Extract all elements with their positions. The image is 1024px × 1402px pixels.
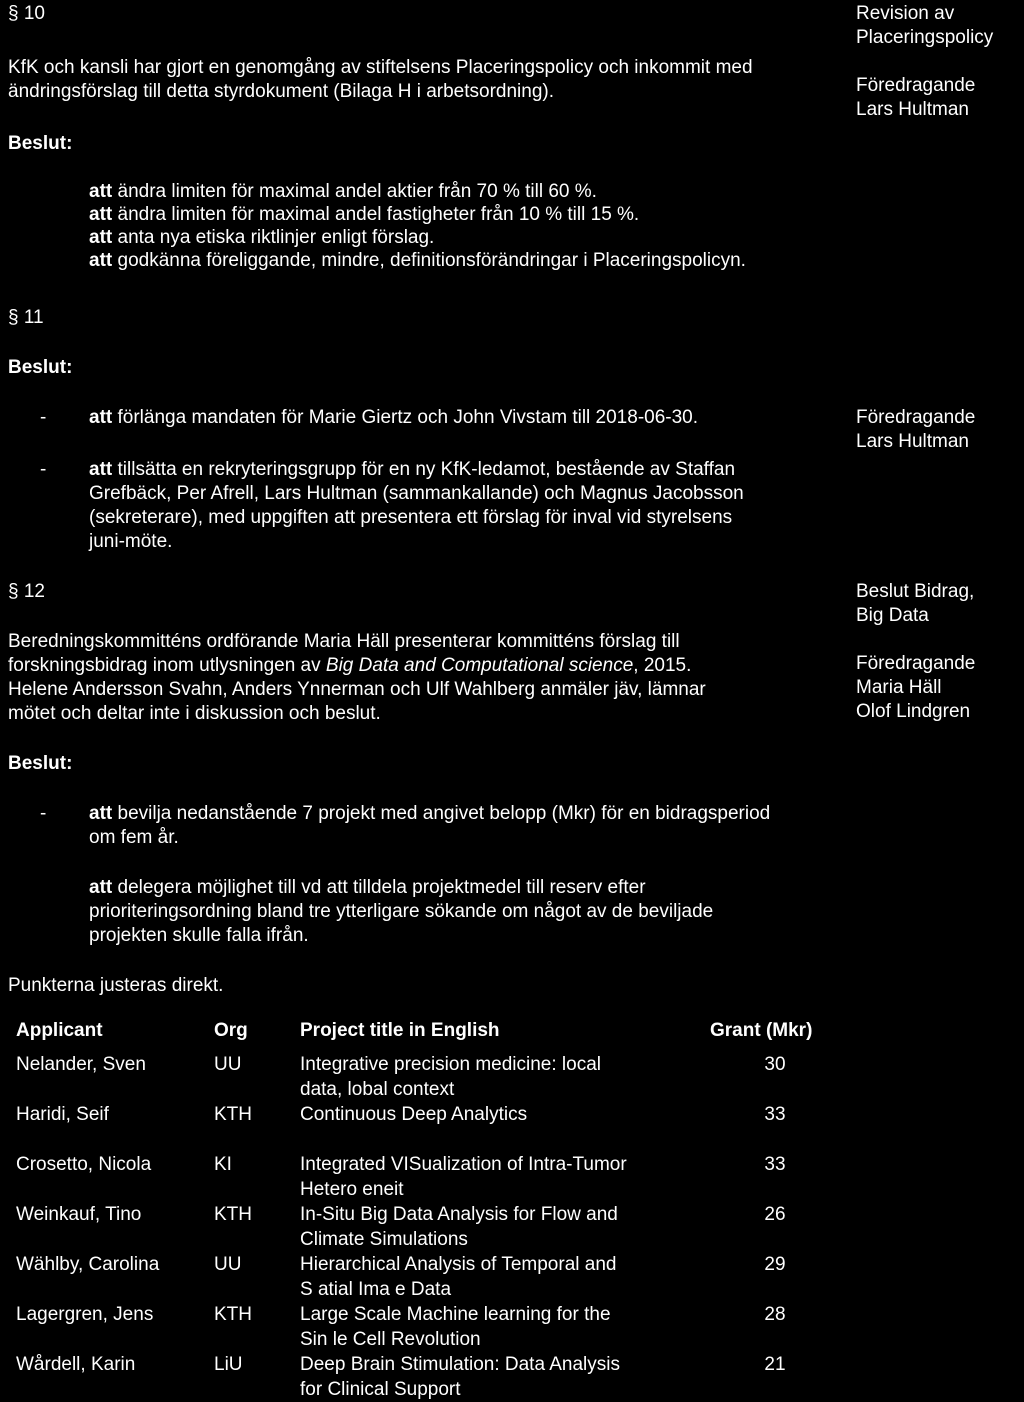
applicant-cell: Haridi, Seif [16, 1104, 109, 1125]
att-keyword: att [89, 877, 113, 898]
section-12-item-2-text: delegera möjlighet till vd att tilldela projektmedel till reserv efter prioriteringsordning bland tre ytterligare sökande om något av de beviljade projekten skulle falla ifrån. [89, 877, 714, 946]
table-row [16, 1202, 840, 1252]
applicant-cell: Crosetto, Nicola [16, 1154, 152, 1175]
section-10-heading: § 10 [8, 3, 45, 24]
att-keyword: att [89, 181, 113, 202]
section-12-intro [8, 630, 706, 726]
section-12-item-1 [89, 802, 770, 850]
att-keyword: att [89, 227, 113, 248]
decision-text: ändra limiten för maximal andel fastigheter från 10 % till 15 %. [112, 204, 640, 225]
section-12-justeras-note: Punkterna justeras direkt. [8, 975, 224, 996]
decision-text: godkänna föreliggande, mindre, definitionsförändringar i Placeringspolicyn. [112, 250, 746, 271]
grant-cell: 28 [764, 1304, 786, 1325]
section-11-side-note: Föredragande Lars Hultman [856, 407, 976, 452]
grant-cell: 29 [764, 1254, 786, 1275]
section-10-decision-list [89, 180, 746, 272]
table-row [16, 1052, 840, 1102]
section-10-intro: KfK och kansli har gjort en genomgång av stiftelsens Placeringspolicy och inkommit med ändringsförslag till detta styrdokument (Bilaga H i arbetsordning). [8, 57, 753, 102]
section-12-heading: § 12 [8, 581, 45, 602]
section-10-decision-item [89, 203, 746, 226]
project-title-cell: Large Scale Machine learning for the Sin le Cell Revolution [300, 1304, 611, 1350]
grant-cell: 21 [764, 1354, 786, 1375]
section-11-dash-2: - [40, 459, 47, 480]
section-11-dash-1: - [40, 407, 47, 428]
decision-text: anta nya etiska riktlinjer enligt förslag. [112, 227, 435, 248]
grant-cell: 33 [764, 1104, 786, 1125]
section-12-beslut-label: Beslut: [8, 753, 73, 774]
section-12-item-1-text: bevilja nedanstående 7 projekt med angivet belopp (Mkr) för en bidragsperiod om fem år. [89, 803, 771, 848]
grants-table-header [16, 1018, 840, 1052]
section-12-dash-1: - [40, 803, 47, 824]
grant-cell: 33 [764, 1154, 786, 1175]
header-applicant: Applicant [16, 1020, 103, 1041]
decision-text: ändra limiten för maximal andel aktier från 70 % till 60 %. [112, 181, 597, 202]
org-cell: LiU [214, 1354, 243, 1375]
project-title-cell: Integrated VISualization of Intra-Tumor Hetero eneit [300, 1154, 627, 1200]
applicant-cell: Wählby, Carolina [16, 1254, 160, 1275]
applicant-cell: Weinkauf, Tino [16, 1204, 142, 1225]
project-title-cell: In-Situ Big Data Analysis for Flow and Climate Simulations [300, 1204, 618, 1250]
table-row [16, 1152, 840, 1202]
grants-table [16, 1018, 840, 1402]
section-11-heading: § 11 [8, 307, 44, 328]
table-row [16, 1352, 840, 1402]
section-12-side-note: Beslut Bidrag, Big Data Föredragande Maria Häll Olof Lindgren [856, 581, 976, 722]
section-12-intro-part-1: Beredningskommitténs ordförande Maria Häll presenterar kommitténs förslag till forskningsbidrag inom utlysningen av [8, 631, 680, 676]
org-cell: UU [214, 1054, 242, 1075]
att-keyword: att [89, 250, 113, 271]
applicant-cell: Nelander, Sven [16, 1054, 146, 1075]
att-keyword: att [89, 459, 113, 480]
header-grant: Grant (Mkr) [710, 1020, 813, 1041]
project-title-cell: Integrative precision medicine: local data, lobal context [300, 1054, 601, 1100]
section-12-intro-part-2: , 2015. Helene Andersson Svahn, Anders Ynnerman och Ulf Wahlberg anmäler jäv, lämnar mötet och deltar inte i diskussion och beslut. [8, 655, 706, 724]
section-10-side-note: Revision av Placeringspolicy Föredragande Lars Hultman [856, 3, 994, 120]
section-11-item-2-text: tillsätta en rekryteringsgrupp för en ny KfK-ledamot, bestående av Staffan Grefbäck, Per Afrell, Lars Hultman (sammankallande) och Magnus Jacobsson (sekreterare), med uppgiften att presentera ett förslag för inval vid styrelsens juni-möte. [89, 459, 744, 552]
applicant-cell: Lagergren, Jens [16, 1304, 154, 1325]
att-keyword: att [89, 803, 113, 824]
section-10-decision-item [89, 180, 746, 203]
org-cell: KTH [214, 1104, 252, 1125]
grant-cell: 26 [764, 1204, 786, 1225]
project-title-cell: Deep Brain Stimulation: Data Analysis for Clinical Support [300, 1354, 620, 1400]
section-10-decision-item [89, 226, 746, 249]
org-cell: KTH [214, 1304, 252, 1325]
org-cell: KTH [214, 1204, 252, 1225]
org-cell: UU [214, 1254, 242, 1275]
section-11-beslut-label: Beslut: [8, 357, 73, 378]
section-12-item-2 [89, 876, 713, 948]
section-11-item-2 [89, 458, 744, 554]
project-title-cell: Hierarchical Analysis of Temporal and S atial Ima e Data [300, 1254, 617, 1300]
header-org: Org [214, 1020, 248, 1041]
section-10-decision-item [89, 249, 746, 272]
table-row [16, 1302, 840, 1352]
section-12-intro-italic: Big Data and Computational science [325, 655, 634, 676]
section-11-item-1 [89, 406, 698, 430]
att-keyword: att [89, 204, 113, 225]
table-row [16, 1102, 840, 1152]
section-10-beslut-label: Beslut: [8, 133, 73, 154]
org-cell: KI [214, 1154, 232, 1175]
header-project-title: Project title in English [300, 1020, 500, 1041]
project-title-cell: Continuous Deep Analytics [300, 1104, 528, 1125]
att-keyword: att [89, 407, 113, 428]
table-row [16, 1252, 840, 1302]
applicant-cell: Wårdell, Karin [16, 1354, 136, 1375]
grant-cell: 30 [764, 1054, 786, 1075]
section-11-item-1-text: förlänga mandaten för Marie Giertz och John Vivstam till 2018-06-30. [112, 407, 699, 428]
